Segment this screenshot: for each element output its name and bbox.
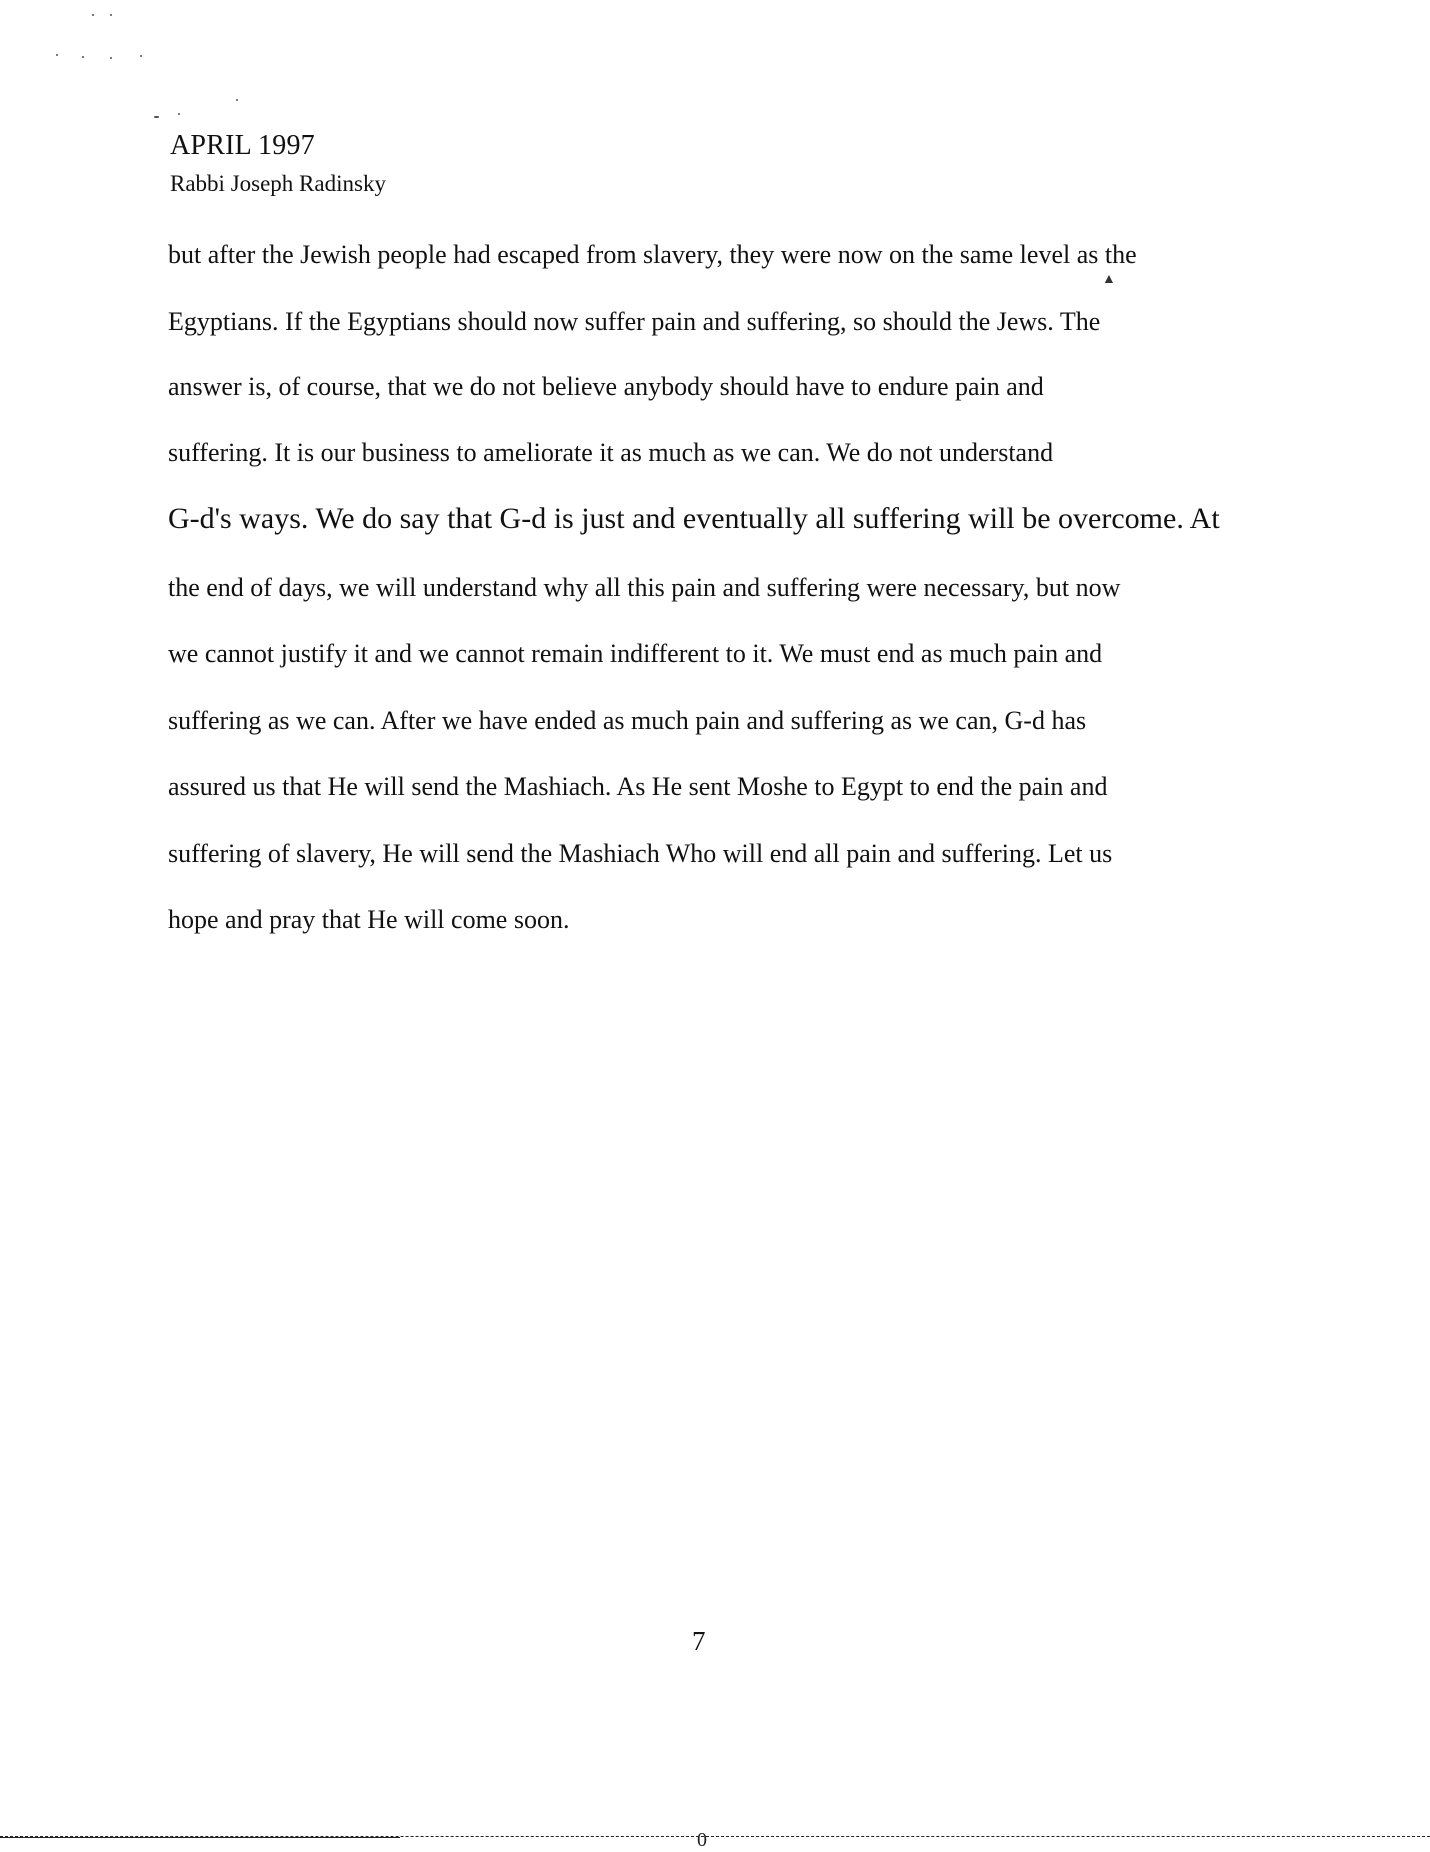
caret-mark: ▲ [1102, 272, 1116, 287]
page-number: 7 [692, 1626, 706, 1656]
header-date: APRIL 1997 [170, 130, 315, 161]
body-line: assured us that He will send the Mashiach. As He sent Moshe to Egypt to end the pain and [168, 772, 1108, 801]
bottom-rule-solid [0, 1837, 400, 1838]
body-line: the end of days, we will understand why all this pain and suffering were necessary, but now [168, 573, 1121, 602]
scan-speck [56, 54, 58, 56]
header-author: Rabbi Joseph Radinsky [170, 171, 386, 196]
body-line: answer is, of course, that we do not believe anybody should have to endure pain and [168, 372, 1044, 401]
body-line: hope and pray that He will come soon. [168, 905, 570, 934]
body-line: suffering of slavery, He will send the Mashiach Who will end all pain and suffering. Let us [168, 839, 1113, 868]
body-line: we cannot justify it and we cannot remain indifferent to it. We must end as much pain and [168, 639, 1103, 668]
scan-speck [82, 56, 84, 58]
body-line: Egyptians. If the Egyptians should now suffer pain and suffering, so should the Jews. The [168, 307, 1101, 336]
scan-speck [236, 99, 238, 101]
body-line: suffering as we can. After we have ended as much pain and suffering as we can, G-d has [168, 706, 1087, 735]
body-line: G-d's ways. We do say that G-d is just and eventually all suffering will be overcome. At [168, 502, 1220, 535]
scan-speck [154, 116, 159, 118]
body-line: suffering. It is our business to ameliorate it as much as we can. We do not understand [168, 438, 1054, 467]
body-line: but after the Jewish people had escaped from slavery, they were now on the same level as the [168, 240, 1137, 269]
footer-mark: 0 [697, 1829, 707, 1851]
scan-speck [178, 113, 180, 115]
scan-speck [140, 55, 142, 57]
scan-speck [92, 14, 94, 16]
scan-speck [110, 14, 112, 16]
scan-speck [110, 57, 112, 59]
